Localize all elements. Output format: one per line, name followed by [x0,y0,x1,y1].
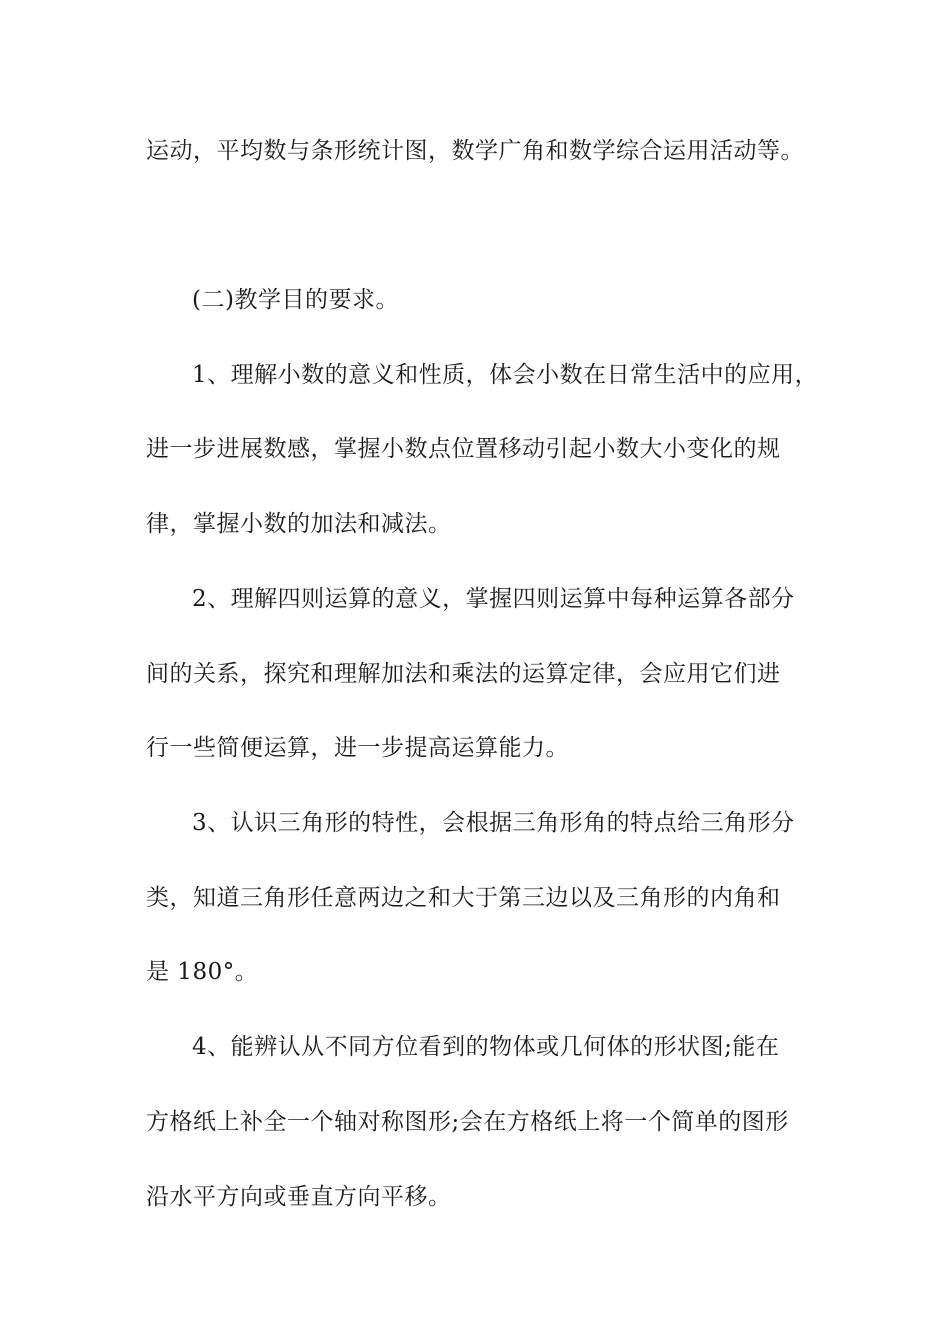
text-line: 方格纸上补全一个轴对称图形;会在方格纸上将一个简单的图形 [146,1109,789,1135]
text-line: 运动，平均数与条形统计图，数学广角和数学综合运用活动等。 [146,138,804,164]
section-heading: (二)教学目的要求。 [192,287,399,313]
text-line: 2、理解四则运算的意义，掌握四则运算中每种运算各部分 [192,586,795,612]
text-line: 沿水平方向或垂直方向平移。 [146,1184,452,1210]
text-line: 间的关系，探究和理解加法和乘法的运算定律，会应用它们进 [146,661,781,687]
text-line: 类，知道三角形任意两边之和大于第三边以及三角形的内角和 [146,885,781,911]
text-line: 行一些简便运算，进一步提高运算能力。 [146,735,569,761]
text-line: 3、认识三角形的特性，会根据三角形角的特点给三角形分 [192,810,795,836]
text-line: 4、能辨认从不同方位看到的物体或几何体的形状图;能在 [192,1034,780,1060]
text-line: 律，掌握小数的加法和减法。 [146,511,452,537]
text-line: 进一步进展数感，掌握小数点位置移动引起小数大小变化的规 [146,436,781,462]
text-line: 是 180°。 [146,959,259,985]
text-line: 1、理解小数的意义和性质，体会小数在日常生活中的应用， [192,362,819,388]
